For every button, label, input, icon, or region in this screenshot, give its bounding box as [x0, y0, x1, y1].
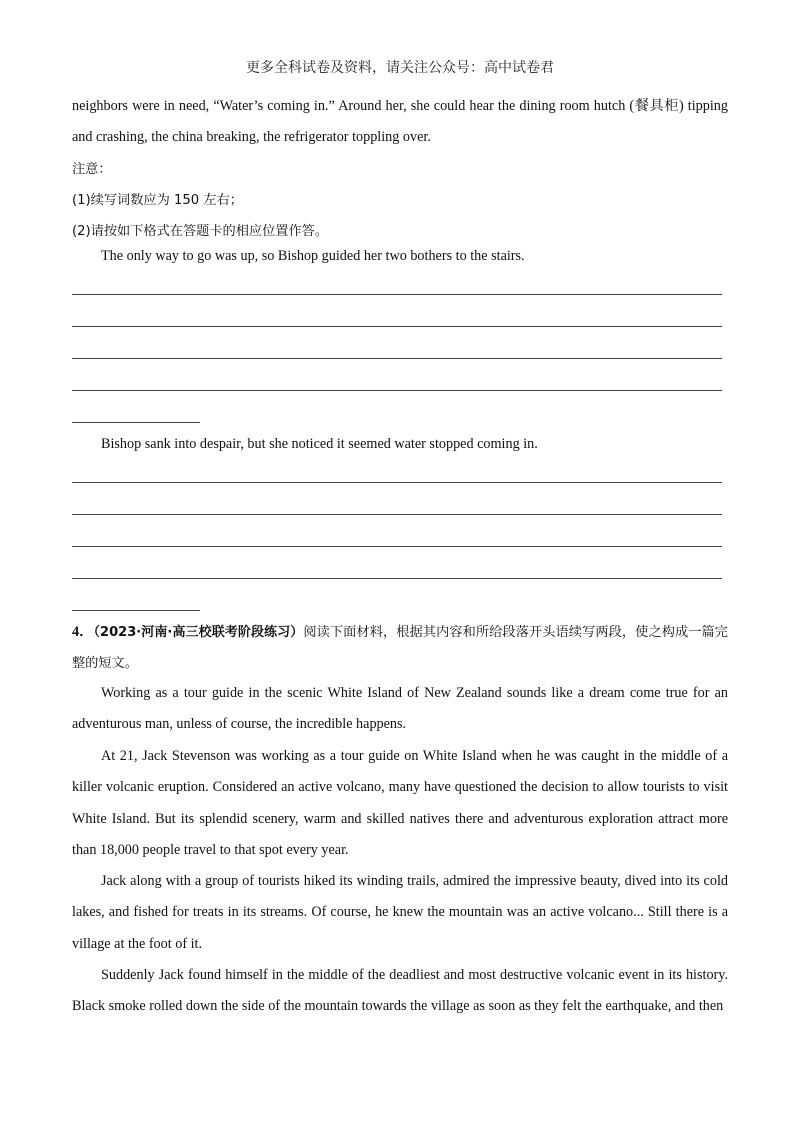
- story-paragraph-1: Working as a tour guide in the scenic White Island of New Zealand sounds like a dream come true for an adventurous man, unless of course, the incredible happens.: [72, 685, 728, 733]
- answer-line[interactable]: [72, 514, 722, 515]
- paragraph-2-opening: Bishop sank into despair, but she noticed it seemed water stopped coming in.: [101, 436, 538, 452]
- story-paragraph-3: Jack along with a group of tourists hiked its winding trails, admired the impressive beauty, dived into its cold lakes, and fished for treats in its streams. Of course, he knew the mountain was an active volcano... Still there is a village at the foot of it.: [72, 873, 728, 952]
- answer-line[interactable]: [72, 326, 722, 327]
- answer-line-short[interactable]: [72, 610, 200, 611]
- question-source: （2023·河南·高三校联考阶段练习）: [93, 625, 304, 640]
- story-paragraph-2: At 21, Jack Stevenson was working as a tour guide on White Island when he was caught in the middle of a killer volcanic eruption. Considered an active volcano, many have questioned the decision to allow tourists to visit White Island. But its splendid scenery, warm and skilled natives there and adventurous exploration attract more than 18,000 people travel to that spot every year.: [72, 748, 728, 859]
- answer-line[interactable]: [72, 390, 722, 391]
- answer-line[interactable]: [72, 482, 722, 483]
- answer-line-short[interactable]: [72, 422, 200, 423]
- notes-heading: 注意：: [72, 162, 112, 177]
- page-header: 更多全科试卷及资料，请关注公众号：高中试卷君: [246, 60, 554, 76]
- question-number: 4．: [72, 624, 94, 640]
- answer-line[interactable]: [72, 546, 722, 547]
- passage-tail: neighbors were in need, “Water’s coming in.” Around her, she could hear the dining room hutch (餐具柜) tipping and crashing, the china breaking, the refrigerator toppling over.: [72, 98, 728, 146]
- notes-item-2: (2)请按如下格式在答题卡的相应位置作答。: [72, 224, 329, 239]
- story-paragraph-4: Suddenly Jack found himself in the middle of the deadliest and most destructive volcanic event in its history. Black smoke rolled down the side of the mountain towards the village as soon as they felt the earthquake, and then: [72, 967, 728, 1015]
- question-4-prompt: [72, 617, 728, 680]
- answer-line[interactable]: [72, 358, 722, 359]
- question-instruction: 阅读下面材料，根据其内容和所给段落开头语续写两段，使之构成一篇完整的短文。: [72, 625, 728, 672]
- notes-item-1: (1)续写词数应为 150 左右；: [72, 193, 243, 208]
- answer-line[interactable]: [72, 578, 722, 579]
- paragraph-1-opening: The only way to go was up, so Bishop guided her two bothers to the stairs.: [101, 248, 525, 264]
- answer-line[interactable]: [72, 294, 722, 295]
